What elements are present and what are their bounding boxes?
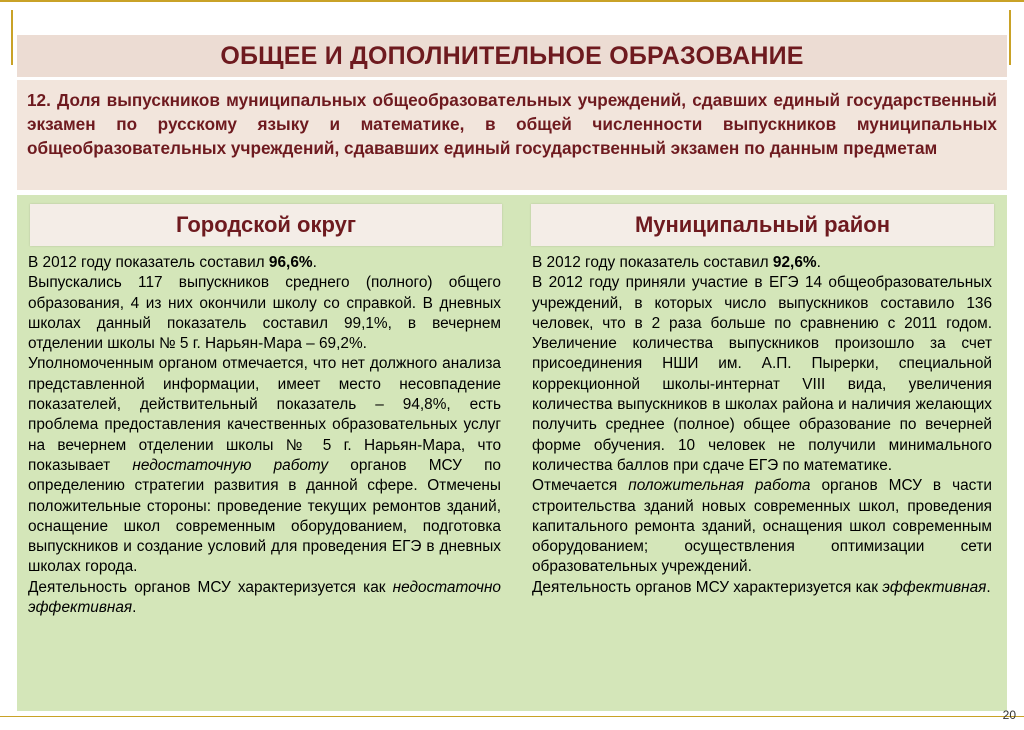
right-indicator-paragraph: В 2012 году показатель составил 92,6%.	[532, 254, 821, 271]
top-border	[0, 0, 1024, 8]
left-conclusion-paragraph: Деятельность органов МСУ характеризуется как недостаточно эффективная.	[28, 578, 501, 617]
right-graduates-paragraph: В 2012 году приняли участие в ЕГЭ 14 общеобразовательных учреждений, в которых число выпускников составило 136 человек, что в 2 раза больше по сравнению с 2011 годом. Увеличение количества выпускников произошло за счет присоединения НШИ им. А.П. Пырерки, специальной коррекционной школы-интернат VIII вида, увеличения количества выпускников в школах района и наличия желающих получить среднее (полное) общее образование по вечерней форме обучения. 10 человек не получили минимального количества баллов при сдаче ЕГЭ по математике.	[532, 274, 992, 474]
right-column-title: Муниципальный район	[634, 212, 891, 237]
left-column-header	[30, 204, 502, 246]
page-title: ОБЩЕЕ И ДОПОЛНИТЕЛЬНОЕ ОБРАЗОВАНИЕ	[220, 41, 804, 70]
indicator-text: 12. Доля выпускников муниципальных общеобразовательных учреждений, сдавших единый государственный экзамен по русскому языку и математике, в общей численности выпускников муниципальных общеобразовательных учреждений, сдававших единый государственный экзамен по данным предметам	[27, 90, 997, 159]
title-bar	[17, 35, 1007, 77]
left-column-title: Городской округ	[175, 212, 357, 237]
indicator-description	[17, 80, 1007, 190]
right-indicator-value: 92,6%	[772, 254, 817, 271]
bottom-line	[0, 716, 1024, 717]
left-assessment-paragraph: Уполномоченным органом отмечается, что нет должного анализа представленной информации, имеет место несовпадение показателей, действительный показатель – 94,8%, есть проблема предоставления качественных образовательных услуг на вечернем отделении школы № 5 г. Нарьян-Мара, что показывает недостаточную работу органов МСУ по определению стратегии развития в данной сфере. Отмечены положительные стороны: проведение текущих ремонтов зданий, оснащение школ современным оборудованием, подготовка выпускников и создание условий для проведения ЕГЭ в дневных школах города.	[28, 355, 501, 576]
right-accent-line	[1009, 10, 1011, 65]
left-indicator-paragraph: В 2012 году показатель составил 96,6%.	[28, 254, 317, 271]
left-column-text	[28, 253, 501, 618]
left-graduates-paragraph: Выпускались 117 выпускников среднего (полного) общего образования, 4 из них окончили школу со справкой. В дневных школах данный показатель составил 99,1%, в вечернем отделении школы № 5 г. Нарьян-Мара – 69,2%.	[28, 274, 501, 353]
right-column-header	[531, 204, 994, 246]
right-column-text	[532, 253, 992, 598]
right-conclusion-paragraph: Деятельность органов МСУ характеризуется как эффективная.	[532, 578, 991, 596]
page-number: 20	[1002, 708, 1016, 722]
left-indicator-value: 96,6%	[268, 254, 313, 271]
right-assessment-paragraph: Отмечается положительная работа органов МСУ в части строительства зданий новых современных школ, проведения капитального ремонта зданий, оснащения школ современным оборудованием; осуществления оптимизации сети образовательных учреждений.	[532, 477, 993, 576]
left-accent-line	[11, 10, 13, 65]
